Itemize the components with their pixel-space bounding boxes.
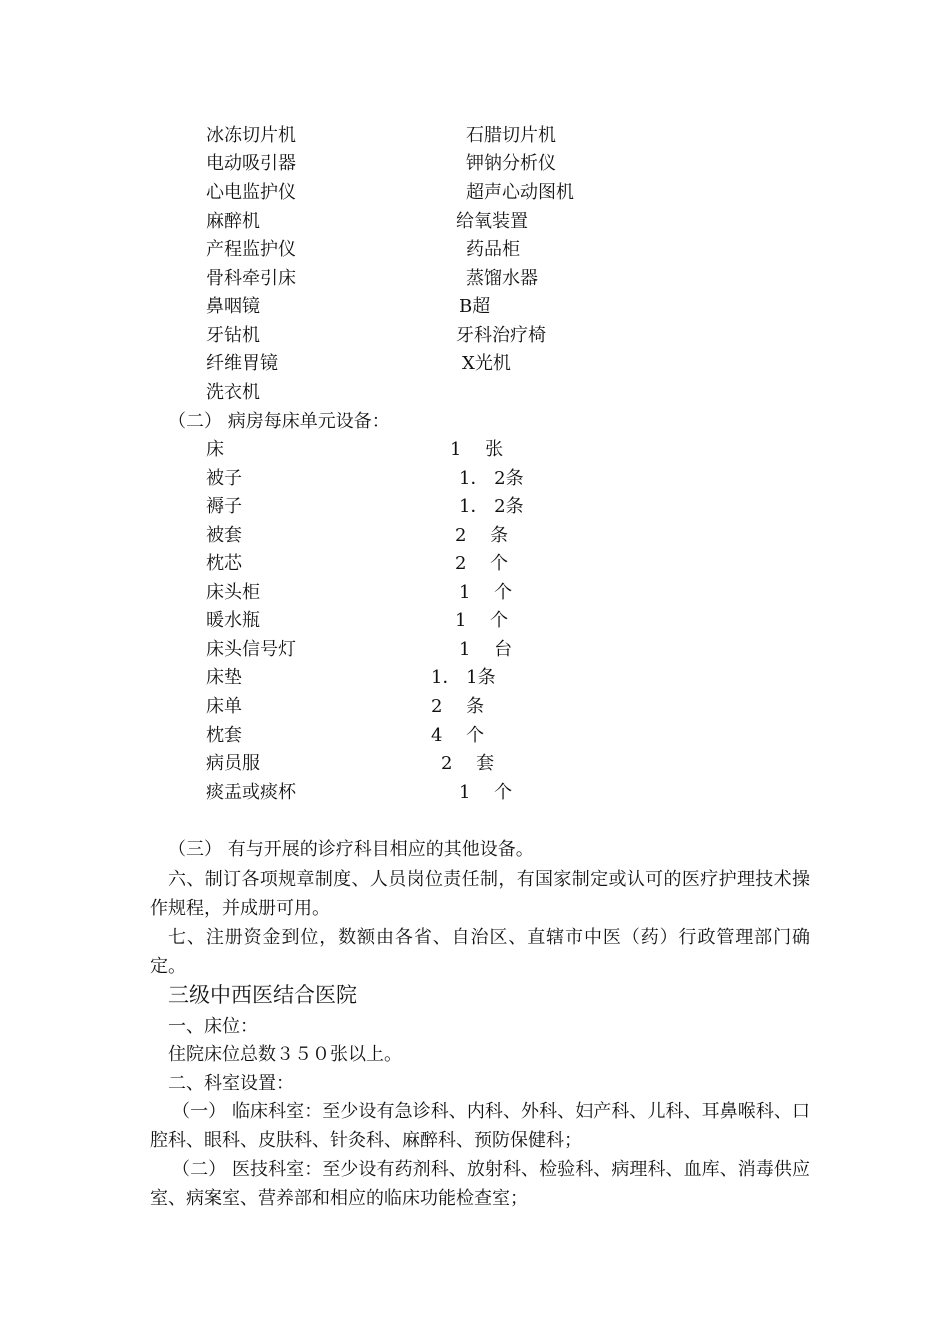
ward-item-qty: 1． 1条 bbox=[431, 667, 496, 688]
ward-item-qty: 1 台 bbox=[459, 639, 513, 660]
ward-item-qty: 1 个 bbox=[459, 782, 513, 803]
ward-item-name: 床头柜 bbox=[206, 582, 260, 603]
ward-item-qty: 4 个 bbox=[431, 725, 485, 746]
ward-item-name: 暖水瓶 bbox=[206, 610, 260, 631]
ward-item-name: 被子 bbox=[206, 468, 242, 489]
equipment-item: 超声心动图机 bbox=[466, 182, 574, 203]
beds-text: 住院床位总数３５０张以上。 bbox=[168, 1044, 402, 1065]
ward-item-qty: 2 条 bbox=[455, 525, 509, 546]
ward-unit-heading: （二） 病房每床单元设备： bbox=[168, 411, 390, 432]
ward-item-name: 病员服 bbox=[206, 753, 260, 774]
ward-item-name: 痰盂或痰杯 bbox=[206, 782, 296, 803]
ward-item-qty: 1． 2条 bbox=[459, 496, 524, 517]
ward-item-name: 床垫 bbox=[206, 667, 242, 688]
equipment-item: 钾钠分析仪 bbox=[466, 153, 556, 174]
equipment-item: 鼻咽镜 bbox=[206, 296, 260, 317]
level-3-title: 三级中西医结合医院 bbox=[168, 983, 357, 1007]
ward-item-name: 床单 bbox=[206, 696, 242, 717]
ward-item-qty: 1． 2条 bbox=[459, 468, 524, 489]
ward-item-qty: 1 张 bbox=[450, 439, 504, 460]
clinical-departments-text: （一） 临床科室：至少设有急诊科、内科、外科、妇产科、儿科、耳鼻喉科、口腔科、眼科、皮肤科、针灸科、麻醉科、预防保健科； bbox=[150, 1101, 810, 1151]
ward-item-name: 被套 bbox=[206, 525, 242, 546]
equipment-item: B超 bbox=[459, 296, 491, 317]
ward-item-name: 床头信号灯 bbox=[206, 639, 296, 660]
other-equipment-text: （三） 有与开展的诊疗科目相应的其他设备。 bbox=[168, 839, 534, 860]
ward-item-name: 枕芯 bbox=[206, 553, 242, 574]
ward-item-name: 枕套 bbox=[206, 725, 242, 746]
medtech-departments-text: （二） 医技科室：至少设有药剂科、放射科、检验科、病理科、血库、消毒供应室、病案室、营养部和相应的临床功能检查室； bbox=[150, 1159, 810, 1209]
ward-item-qty: 2 个 bbox=[455, 553, 509, 574]
ward-item-name: 床 bbox=[206, 439, 224, 460]
equipment-item: 洗衣机 bbox=[206, 382, 260, 403]
equipment-item: 心电监护仪 bbox=[206, 182, 296, 203]
ward-item-name: 褥子 bbox=[206, 496, 242, 517]
ward-item-qty: 2 套 bbox=[441, 753, 495, 774]
ward-item-qty: 1 个 bbox=[459, 582, 513, 603]
equipment-item: 电动吸引器 bbox=[206, 153, 296, 174]
equipment-item: 蒸馏水器 bbox=[466, 268, 538, 289]
ward-item-qty: 2 条 bbox=[431, 696, 485, 717]
equipment-item: 产程监护仪 bbox=[206, 239, 296, 260]
ward-item-qty: 1 个 bbox=[455, 610, 509, 631]
equipment-item: 麻醉机 bbox=[206, 211, 260, 232]
equipment-item: 石腊切片机 bbox=[466, 125, 556, 146]
equipment-item: 牙科治疗椅 bbox=[456, 325, 546, 346]
equipment-item: 药品柜 bbox=[466, 239, 520, 260]
departments-heading: 二、科室设置： bbox=[168, 1073, 294, 1094]
equipment-item: 给氧装置 bbox=[456, 211, 528, 232]
equipment-item: 冰冻切片机 bbox=[206, 125, 296, 146]
equipment-item: 纤维胃镜 bbox=[206, 353, 278, 374]
equipment-item: 骨科牵引床 bbox=[206, 268, 296, 289]
equipment-item: 牙钻机 bbox=[206, 325, 260, 346]
equipment-item: X光机 bbox=[462, 353, 511, 374]
section-7-text: 七、注册资金到位，数额由各省、自治区、直辖市中医（药）行政管理部门确定。 bbox=[150, 927, 810, 977]
beds-heading: 一、床位： bbox=[168, 1016, 258, 1037]
section-6-text: 六、制订各项规章制度、人员岗位责任制，有国家制定或认可的医疗护理技术操作规程，并成册可用。 bbox=[150, 869, 810, 919]
